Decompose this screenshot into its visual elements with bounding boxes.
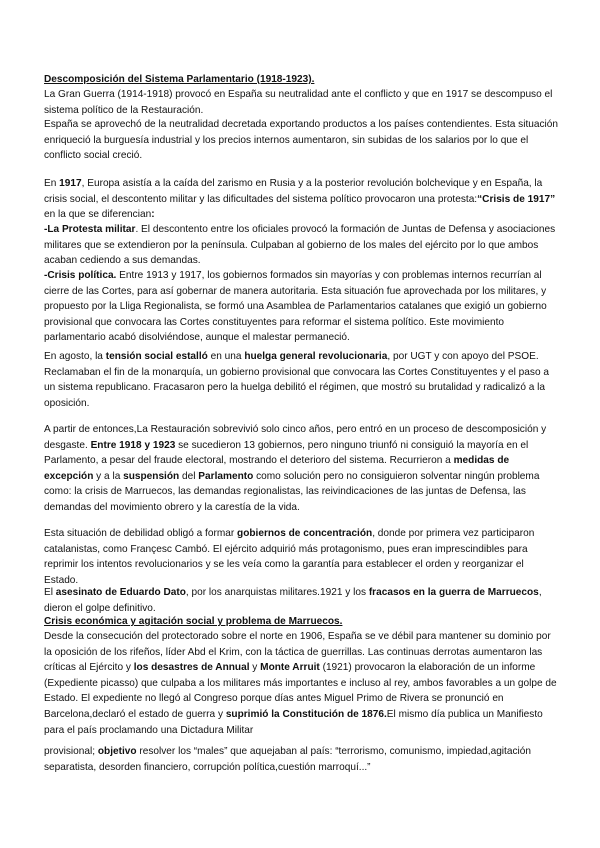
- paragraph-dato-assassination: [44, 585, 558, 616]
- text-run: (1921) provocaron la elaboración de un informe (Expediente picasso) que culpaba a los militares más importantes e incluso al rey, ambos favorables a un golpe de Estado. El expediente no llegó al Congreso porque días antes Miguel Primo de Rivera se pronunció en Barcelona,declaró el estado de guerra y: [44, 662, 557, 720]
- bold-text: asesinato de Eduardo Dato: [55, 587, 186, 598]
- bold-text: gobiernos de concentración: [237, 528, 373, 539]
- paragraph-political-crisis: [44, 268, 558, 346]
- bold-text: -Crisis política.: [44, 270, 117, 281]
- bold-text: 1917: [59, 178, 82, 189]
- bold-text: Entre 1918 y 1923: [90, 439, 176, 451]
- section-title-morocco: Crisis económica y agitación social y problema de Marruecos.: [44, 616, 343, 627]
- paragraph-objective: [44, 744, 558, 775]
- bold-text: huelga general revolucionaria: [244, 351, 388, 362]
- bold-text: los desastres de Annual: [133, 662, 250, 674]
- text-run: como solución pero no consiguieron solventar ningún problema como: la crisis de Marruecos, las demandas regionalistas, las reivindicaciones de las juntas de Defensa, las demandas del movimiento obrero y la carestía de la vida.: [44, 470, 540, 513]
- text-run: en una: [207, 351, 245, 362]
- text-run: El: [44, 587, 56, 598]
- bold-text: -La Protesta militar: [44, 224, 136, 235]
- paragraph-morocco: [44, 629, 558, 738]
- text-run: en la que se diferencian: [44, 209, 152, 221]
- text-run: A partir de entonces,La Restauración sobrevivió solo cinco años, pero entró en un proceso de descomposición y desgaste.: [44, 424, 547, 451]
- text-run: , por los anarquistas militares.1921 y los: [185, 587, 369, 598]
- text-run: se sucedieron 13 gobiernos, pero ninguno triunfó ni consiguió la mayoría en el Parlamento, a pesar del fraude electoral, mostrando el deterioro del sistema. Recurrieron a: [44, 439, 529, 467]
- text-run: y: [249, 662, 261, 674]
- text-run: del: [179, 470, 199, 482]
- text-run: El mismo día publica un Manifiesto para el país proclamando una Dictadura Militar: [44, 708, 543, 736]
- bold-text: :: [151, 209, 155, 221]
- text-run: En: [44, 178, 60, 189]
- text-run: y a la: [93, 470, 124, 482]
- paragraph-restoration-decay: [44, 422, 558, 516]
- text-run: . El descontento entre los oficiales provocó la formación de Juntas de Defensa y asociaciones militares que se extendieron por la península. Culpaban al gobierno de los males del ejército por lo que ambos acaban cediendo a sus demandas.: [44, 224, 556, 267]
- bold-text: objetivo: [97, 746, 137, 757]
- text-run: La Gran Guerra (1914-1918) provocó en España su neutralidad ante el conflicto y que en 1917 se descompuso el sistema político de la Restauración.: [44, 89, 553, 116]
- bold-text: “Crisis de 1917”: [477, 193, 556, 205]
- text-run: , dieron el golpe definitivo.: [44, 587, 542, 614]
- text-run: Entre 1913 y 1917, los gobiernos formados sin mayorías y con problemas internos recurrían al cierre de las Cortes, para así gobernar de manera autoritaria. Esta situación fue aprovechada por los militares, y propuesto por la Lliga Regionalista, se formó una Asamblea de Parlamentarios catalanes que exigió un gobierno provisional que convocara las Cortes constituyentes para reformar el sistema político. Este movimiento parlamentario acabó disolviéndose, aunque el malestar permaneció.: [44, 270, 547, 344]
- text-run: Desde la consecución del protectorado sobre el norte en 1906, España se ve débil para mantener su dominio por la oposición de los rifeños, líder Abd el Krim, con la táctica de guerrillas. Las continuas derrotas aumentaron las críticas al Ejército y: [44, 631, 551, 674]
- paragraph-neutrality: [44, 117, 558, 164]
- bold-text: Parlamento: [198, 470, 254, 482]
- text-run: , por UGT y con apoyo del PSOE. Reclamaban el fin de la monarquía, un gobierno provisional que convocara las Cortes Constituyentes y el paso a un sistema republicano. Fracasaron pero la huelga debilitó el régimen, que mostró su brutalidad y radicalizó a la oposición.: [44, 351, 549, 409]
- bold-text: suprimió la Constitución de 1876.: [225, 708, 387, 720]
- bold-text: fracasos en la guerra de Marruecos: [368, 587, 539, 598]
- bold-text: Monte Arruit: [260, 662, 320, 674]
- text-run: resolver los “males” que aquejaban al país: “terrorismo, comunismo, impiedad,agitación separatista, desorden financiero, corrupción política,cuestión marroquí...”: [44, 746, 531, 773]
- bold-text: suspensión: [123, 470, 180, 482]
- text-run: provisional;: [44, 746, 98, 757]
- text-run: España se aprovechó de la neutralidad decretada exportando productos a los países contendientes. Esta situación enriqueció la burguesía industrial y los precios internos aumentaron, sin subidas de los salarios por lo que el conflicto social creció.: [44, 119, 559, 162]
- text-run: , Europa asistía a la caída del zarismo en Rusia y a la posterior revolución bolchevique y en España, la crisis social, el descontento militar y las dificultades del sistema político provocaron una protesta:: [44, 178, 543, 205]
- section-title: Descomposición del Sistema Parlamentario (1918-1923).: [44, 74, 315, 85]
- paragraph-general-strike: [44, 349, 558, 411]
- paragraph-military-protest: [44, 222, 558, 269]
- text-run: , donde por primera vez participaron catalanistas, como Françesc Cambó. El ejército adquirió más protagonismo, pues eran imprescindibles para reprimir los intentos revolucionarios y se les veía como la garantía para establecer el orden y reorganizar el Estado.: [44, 528, 535, 586]
- text-run: En agosto, la: [44, 351, 106, 362]
- text-run: Esta situación de debilidad obligó a formar: [44, 528, 238, 539]
- paragraph-1917: [44, 176, 558, 223]
- paragraph-great-war: [44, 87, 558, 118]
- paragraph-concentration-governments: [44, 526, 558, 588]
- bold-text: tensión social estalló: [105, 351, 208, 362]
- bold-text: medidas de excepción: [44, 455, 510, 482]
